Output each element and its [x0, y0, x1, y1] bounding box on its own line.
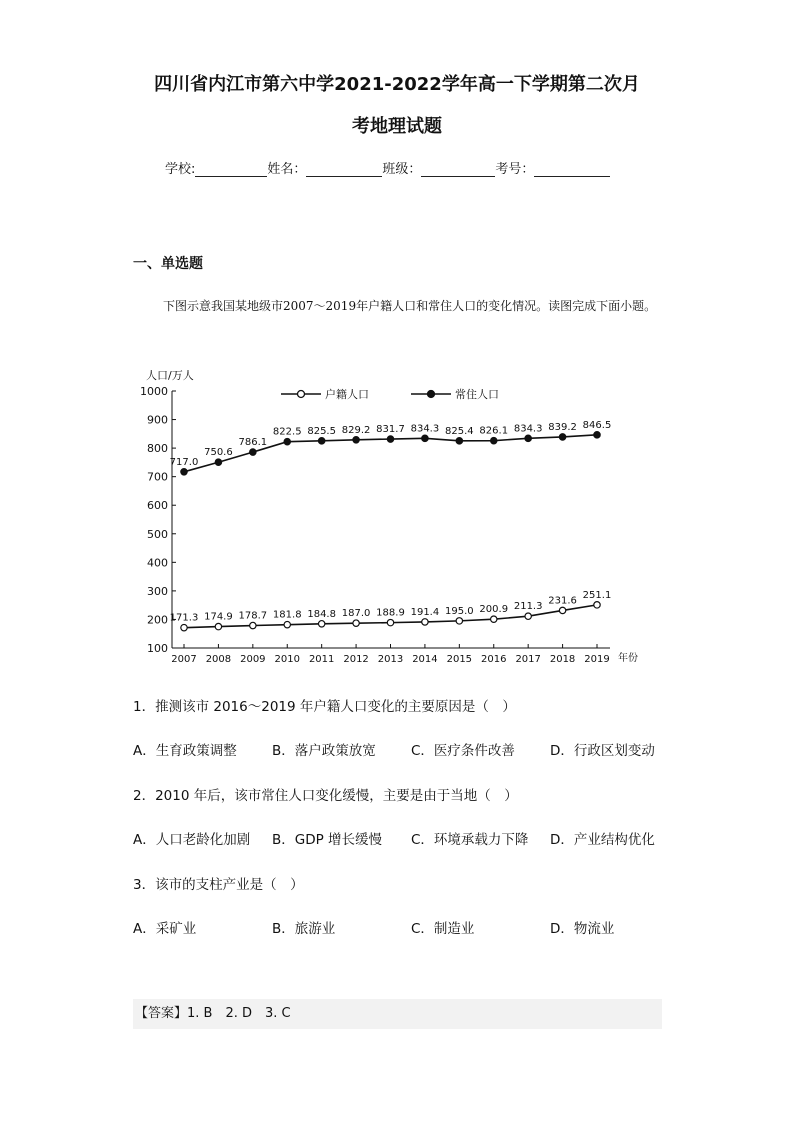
data-point	[284, 621, 290, 627]
page-title-line-1: 四川省内江市第六中学2021-2022学年高一下学期第二次月	[154, 74, 640, 95]
x-tick-label: 2011	[308, 654, 335, 665]
exam-no-blank	[534, 162, 610, 177]
x-tick-label: 2009	[240, 654, 266, 665]
data-point	[181, 624, 187, 630]
data-point	[559, 607, 565, 613]
data-label: 174.9	[204, 611, 233, 623]
question-1-option-c: C．医疗条件改善	[411, 743, 515, 759]
data-label: 831.7	[376, 424, 405, 436]
question-3-option-b: B．旅游业	[272, 921, 336, 937]
data-label: 825.4	[445, 425, 474, 437]
y-tick-label: 200	[147, 613, 168, 627]
x-tick-label: 2018	[549, 654, 576, 665]
data-point	[318, 621, 324, 627]
y-tick-label: 300	[147, 584, 168, 598]
data-label: 187.0	[341, 608, 371, 620]
data-point	[181, 469, 187, 475]
exam-no-label: 考号：	[495, 162, 535, 177]
data-label: 825.5	[307, 425, 336, 437]
page-title-line-2: 考地理试题	[352, 116, 442, 137]
data-point	[387, 436, 393, 442]
x-tick-label: 2019	[584, 654, 610, 665]
data-label: 251.1	[582, 589, 612, 601]
data-label: 826.1	[479, 425, 509, 437]
school-blank	[195, 162, 267, 177]
data-point	[353, 620, 359, 626]
y-axis-title: 人口/万人	[146, 369, 194, 382]
data-label: 211.3	[513, 601, 543, 613]
data-label: 188.9	[376, 607, 405, 619]
question-2-option-d: D．产业结构优化	[550, 832, 655, 848]
y-tick-label: 600	[147, 499, 168, 513]
data-point	[422, 619, 428, 625]
data-label: 834.3	[513, 423, 543, 435]
population-line-chart	[128, 362, 668, 672]
y-tick-label: 700	[147, 470, 168, 484]
data-label: 184.8	[307, 608, 336, 620]
x-tick-label: 2007	[171, 654, 197, 665]
data-point	[215, 459, 221, 465]
student-info-line	[165, 158, 610, 177]
question-3-option-c: C．制造业	[411, 921, 475, 937]
y-tick-label: 800	[147, 442, 168, 456]
data-label: 181.8	[272, 609, 302, 621]
question-3-stem: 3．该市的支柱产业是（ ）	[133, 877, 304, 893]
data-point	[491, 616, 497, 622]
data-label: 200.9	[479, 604, 509, 616]
data-point	[594, 432, 600, 438]
x-tick-label: 2015	[446, 654, 473, 665]
x-tick-label: 2017	[515, 654, 541, 665]
question-intro: 下图示意我国某地级市2007～2019年户籍人口和常住人口的变化情况。读图完成下面小题。	[163, 299, 657, 313]
data-point	[525, 613, 531, 619]
question-2-option-c: C．环境承载力下降	[411, 832, 529, 848]
data-point	[284, 438, 290, 444]
data-label: 839.2	[548, 421, 577, 433]
y-tick-label: 100	[147, 642, 168, 655]
question-2-option-a: A．人口老龄化加剧	[133, 832, 251, 848]
data-point	[456, 438, 462, 444]
data-label: 829.2	[341, 424, 371, 436]
y-tick-label: 1000	[140, 385, 168, 398]
question-3-option-d: D．物流业	[550, 921, 615, 937]
question-1-option-b: B．落户政策放宽	[272, 743, 376, 759]
school-label: 学校:	[165, 162, 196, 177]
x-axis-title: 年份	[618, 653, 638, 664]
y-tick-label: 500	[147, 527, 168, 541]
data-label: 846.5	[582, 419, 612, 431]
question-1-stem: 1．推测该市 2016～2019 年户籍人口变化的主要原因是（ ）	[133, 699, 516, 715]
x-tick-label: 2008	[205, 654, 232, 665]
x-tick-label: 2012	[343, 654, 369, 665]
data-label: 171.3	[169, 612, 199, 624]
data-point	[318, 438, 324, 444]
data-label: 822.5	[272, 426, 302, 438]
data-point	[387, 619, 393, 625]
question-2-option-b: B．GDP 增长缓慢	[272, 832, 383, 848]
chart-series	[170, 420, 612, 631]
answer-box: 【答案】1. B 2. D 3. C	[133, 999, 662, 1029]
legend-marker-hukou	[298, 391, 305, 398]
data-label: 717.0	[169, 456, 199, 468]
data-point	[250, 449, 256, 455]
y-tick-label: 400	[147, 556, 168, 570]
legend-label-hukou: 户籍人口	[325, 388, 369, 401]
data-point	[215, 623, 221, 629]
data-label: 834.3	[410, 423, 440, 435]
data-label: 786.1	[238, 437, 268, 449]
data-label: 191.4	[410, 606, 440, 618]
class-blank	[421, 162, 495, 177]
data-point	[250, 622, 256, 628]
name-blank	[306, 162, 382, 177]
legend-marker-resident	[428, 391, 435, 398]
data-point	[456, 618, 462, 624]
x-tick-label: 2013	[377, 654, 404, 665]
data-point	[422, 435, 428, 441]
data-point	[525, 435, 531, 441]
x-tick-label: 2016	[481, 654, 507, 665]
data-label: 231.6	[548, 595, 577, 607]
question-1-option-d: D．行政区划变动	[550, 743, 655, 759]
x-tick-label: 2014	[412, 654, 438, 665]
question-1-option-a: A．生育政策调整	[133, 743, 237, 759]
name-label: 姓名：	[267, 162, 307, 177]
data-point	[491, 437, 497, 443]
question-3-option-a: A．采矿业	[133, 921, 197, 937]
chart-legend	[281, 387, 499, 401]
data-point	[594, 602, 600, 608]
class-label: 班级：	[382, 162, 422, 177]
question-2-stem: 2．2010 年后，该市常住人口变化缓慢，主要是由于当地（ ）	[133, 788, 518, 804]
legend-label-resident: 常住人口	[455, 388, 499, 401]
data-point	[353, 437, 359, 443]
data-label: 750.6	[204, 447, 233, 459]
data-label: 178.7	[238, 610, 268, 622]
data-point	[559, 434, 565, 440]
section-heading: 一、单选题	[133, 256, 203, 272]
y-tick-label: 900	[147, 413, 168, 427]
x-tick-label: 2010	[274, 654, 300, 665]
data-label: 195.0	[445, 605, 474, 617]
